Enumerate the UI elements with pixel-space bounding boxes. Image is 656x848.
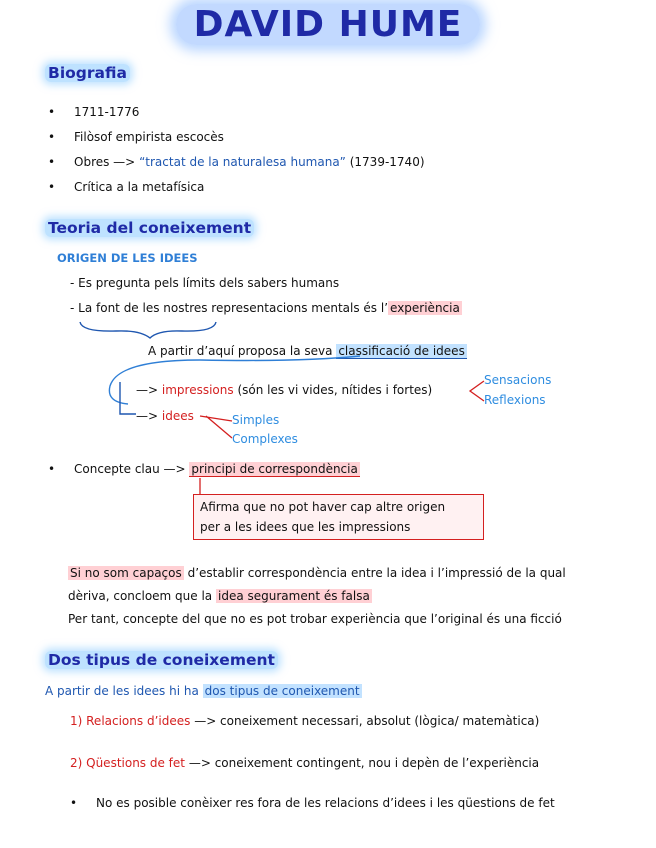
teoria-line-limits: - Es pregunta pels límits dels sabers humans xyxy=(70,276,340,290)
biografia-heading-text: Biografia xyxy=(45,64,130,82)
relacions-label: 1) Relacions d’idees xyxy=(70,714,191,728)
box-line-1: Afirma que no pot haver cap altre origen xyxy=(200,500,446,514)
si-no-som-highlight: Si no som capaços xyxy=(70,566,182,580)
complexes-label: Complexes xyxy=(232,432,298,446)
para-line-1-text: d’establir correspondència entre la idea i l’impressió de la qual xyxy=(187,566,566,580)
dos-tipus-intro xyxy=(45,684,362,698)
section-heading-dos-tipus xyxy=(45,651,278,669)
page-title xyxy=(0,4,656,45)
principi-highlight: principi de correspondència xyxy=(191,462,358,476)
font-text: - La font de les nostres representacions mentals és l’ xyxy=(70,301,389,315)
box-line-2: per a les idees que les impressions xyxy=(200,520,411,534)
proposa-line xyxy=(148,344,467,358)
bio-item-philosopher: • Filòsof empirista escocès xyxy=(74,130,224,144)
works-years: (1739-1740) xyxy=(349,155,425,169)
coneixement-item-2 xyxy=(70,756,539,770)
teoria-heading-text: Teoria del coneixement xyxy=(45,219,254,237)
idees-word: idees xyxy=(161,409,194,423)
bio-item-works xyxy=(74,155,425,169)
impressions-fork xyxy=(470,381,484,401)
coneixement-item-1 xyxy=(70,714,539,728)
works-label: Obres —> xyxy=(74,155,136,169)
idees-line xyxy=(136,409,194,423)
brace-mark xyxy=(80,322,216,338)
section-heading-biografia xyxy=(45,64,130,82)
para-line-2 xyxy=(68,589,372,603)
reflexions-label: Reflexions xyxy=(484,393,546,407)
para-line-1 xyxy=(68,566,566,580)
dos-tipus-heading-text: Dos tipus de coneixement xyxy=(45,651,278,669)
para-line-2-text: dèriva, concloem que la xyxy=(68,589,213,603)
impressions-desc: (són les vi vides, nítides i fortes) xyxy=(237,383,433,397)
relacions-desc: —> coneixement necessari, absolut (lògica/ matemàtica) xyxy=(194,714,540,728)
classificacio-highlight: classificació de idees xyxy=(338,344,465,358)
impressions-arrow: —> xyxy=(136,383,159,397)
questions-desc: —> coneixement contingent, nou i depèn de l’experiència xyxy=(188,756,540,770)
page-title-text: DAVID HUME xyxy=(176,4,481,45)
questions-label: 2) Qüestions de fet xyxy=(70,756,185,770)
subheading-origen: ORIGEN DE LES IDEES xyxy=(57,251,198,265)
simples-label: Simples xyxy=(232,413,280,427)
concepte-clau-line xyxy=(74,462,360,476)
final-bullet: • No es posible conèixer res fora de les relacions d’idees i les qüestions de fet xyxy=(96,796,555,810)
idea-falsa-highlight: idea segurament és falsa xyxy=(218,589,370,603)
section-heading-teoria xyxy=(45,219,254,237)
idees-arrow: —> xyxy=(136,409,159,423)
bio-item-critique: • Crítica a la metafísica xyxy=(74,180,204,194)
intro-text: A partir de les idees hi ha xyxy=(45,684,199,698)
bio-item-dates: • 1711-1776 xyxy=(74,105,139,119)
works-title: “tractat de la naturalesa humana” xyxy=(139,155,346,169)
proposa-text: A partir d’aquí proposa la seva xyxy=(148,344,333,358)
impressions-word: impressions xyxy=(161,383,234,397)
para-line-3: Per tant, concepte del que no es pot trobar experiència que l’original és una ficció xyxy=(68,612,562,626)
teoria-line-font xyxy=(70,301,462,315)
idees-fork xyxy=(200,416,232,438)
concepte-text: Concepte clau —> xyxy=(74,462,186,476)
dos-tipus-highlight: dos tipus de coneixement xyxy=(204,684,360,698)
impressions-line xyxy=(136,383,432,397)
idees-bracket xyxy=(120,382,136,414)
experiencia-highlight: experiència xyxy=(390,301,460,315)
sensacions-label: Sensacions xyxy=(484,373,552,387)
